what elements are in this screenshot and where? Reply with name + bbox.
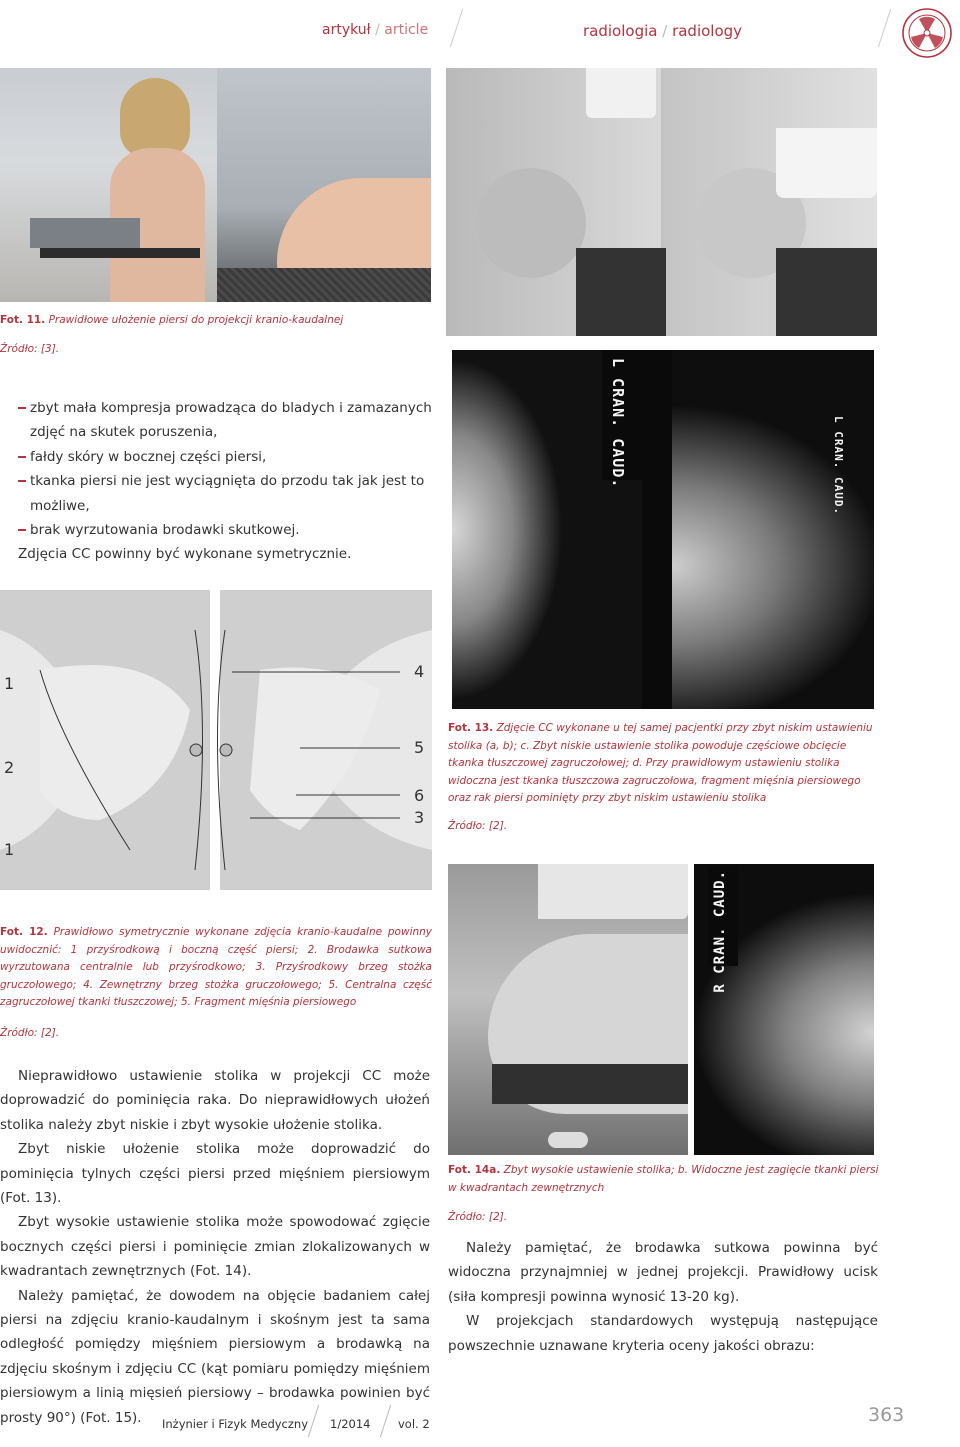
breast-profile-photos bbox=[446, 68, 877, 336]
diagram-label: 4 bbox=[414, 662, 425, 681]
fig13-caption: Fot. 13. Zdjęcie CC wykonane u tej samej pacjentki przy zbyt niskim ustawieniu stolika (a, b); c. Zbyt niskie ustawienie stolika powoduje częściowe obcięcie tkanka tłuszczowej zagruczołowej; d. Przy prawidłowym ustawieniu stolika widoczna jest tkanka tłuszczowa zagruczołowa, fragment mięśnia piersiowego oraz rak piersi pominięty przy zbyt niskim ustawieniu stolika bbox=[448, 722, 873, 804]
header-section-label: radiologia / radiology bbox=[583, 22, 743, 40]
paragraph: Należy pamiętać, że brodawka sutkowa powinna być widoczna przynajmniej w jednej projekcji. Prawidłowy ucisk (siła kompresji powinna wynosić 13-20 kg). bbox=[448, 1240, 878, 1305]
paragraph: Należy pamiętać, że dowodem na objęcie badaniem całej piersi na zdjęciu kranio-kaudalnym i skośnym jest ta sama odległość pomiędzy mięśniem piersiowym a brodawką na zdjęciu skośnym i zdjęciu CC (kąt pomiaru pomiędzy mięśniem piersiowym a linią mięsień piersiowy – brodawka powinien być prosty 90°) (Fot. 15). bbox=[0, 1287, 430, 1426]
fig11-caption: Fot. 11. Prawidłowe ułożenie piersi do projekcji kranio-kaudalnej bbox=[0, 314, 344, 326]
radiology-logo-icon bbox=[900, 6, 954, 60]
mammogram-pair bbox=[452, 350, 874, 709]
mammogram-label-fig14: R CRAN. CAUD. bbox=[712, 870, 728, 993]
high-table-mammogram bbox=[694, 864, 874, 1155]
high-table-positioning-photo bbox=[448, 864, 688, 1155]
mammogram-label-right: L CRAN. CAUD. bbox=[832, 416, 845, 516]
breast-compression-closeup-photo bbox=[217, 68, 431, 302]
fig14-caption: Fot. 14a. Zbyt wysokie ustawienie stolika; b. Widoczne jest zagięcie tkanki piersi w kwadrantach zewnętrznych bbox=[448, 1164, 879, 1194]
symmetry-note: Zdjęcia CC powinny być wykonane symetrycznie. bbox=[18, 546, 352, 563]
page-number: 363 bbox=[868, 1404, 905, 1426]
list-item: fałdy skóry w bocznej części piersi, bbox=[18, 445, 438, 469]
fig12-source: Źródło: [2]. bbox=[0, 1027, 60, 1039]
footer-issue: 1/2014 bbox=[330, 1417, 371, 1431]
diagram-label: 1 bbox=[4, 674, 15, 693]
diagram-label: 3 bbox=[414, 808, 425, 827]
left-column-text bbox=[0, 1064, 430, 1430]
footer-journal: Inżynier i Fizyk Medyczny bbox=[162, 1417, 309, 1431]
paragraph: Zbyt wysokie ustawienie stolika może spowodować zgięcie bocznych części piersi i pominięcie zmian zlokalizowanych w kwadrantach zewnętrznych (Fot. 14). bbox=[0, 1214, 430, 1280]
diagram-label: 6 bbox=[414, 786, 425, 805]
header-article-label: artykuł / article bbox=[322, 22, 429, 38]
fig11-source: Źródło: [3]. bbox=[0, 343, 60, 355]
header-divider bbox=[450, 9, 463, 47]
diagram-label: 5 bbox=[414, 738, 425, 757]
cc-projection-diagram bbox=[0, 590, 438, 890]
paragraph: W projekcjach standardowych występują następujące powszechnie uznawane kryteria oceny jakości obrazu: bbox=[448, 1313, 878, 1354]
list-item: tkanka piersi nie jest wyciągnięta do przodu tak jak jest to możliwe, bbox=[18, 469, 438, 518]
paragraph: Zbyt niskie ułożenie stolika może doprowadzić do pominięcia tylnych części piersi przed mięśniem piersiowym (Fot. 13). bbox=[0, 1141, 430, 1207]
diagram-label: 2 bbox=[4, 758, 15, 777]
footer-volume: vol. 2 bbox=[398, 1417, 430, 1431]
fig13-source: Źródło: [2]. bbox=[448, 820, 508, 832]
diagram-label: 1 bbox=[4, 840, 15, 859]
mammogram-label-left: L CRAN. CAUD. bbox=[609, 358, 627, 489]
fig12-caption: Fot. 12. Prawidłowo symetrycznie wykonane zdjęcia kranio-kaudalne powinny uwidocznić: 1 przyśrodkową i boczną część piersi; 2. Brodawka sutkowa wyrzutowana centralnie lub przyśrodkowo; 3. Przyśrodkowy brzeg stożka gruczołowego; 4. Zewnętrzny brzeg stożka gruczołowego; 5. Centralna część zagruczołowej tkanki tłuszczowej; 5. Fragment mięśnia piersiowego bbox=[0, 926, 433, 1008]
paragraph: Nieprawidłowo ustawienie stolika w projekcji CC może doprowadzić do pominięcia raka. Do nieprawidłowych ułożeń stolika należy zbyt niskie i zbyt wysokie ułożenie stolika. bbox=[0, 1068, 430, 1133]
list-item: brak wyrzutowania brodawki skutkowej. bbox=[18, 518, 438, 542]
criteria-list bbox=[18, 396, 438, 567]
right-column-text bbox=[448, 1236, 878, 1358]
fig14-source: Źródło: [2]. bbox=[448, 1211, 508, 1223]
list-item: zbyt mała kompresja prowadząca do bladych i zamazanych zdjęć na skutek poruszenia, bbox=[18, 396, 438, 445]
header-divider-2 bbox=[878, 9, 891, 47]
patient-positioning-photo bbox=[0, 68, 217, 302]
